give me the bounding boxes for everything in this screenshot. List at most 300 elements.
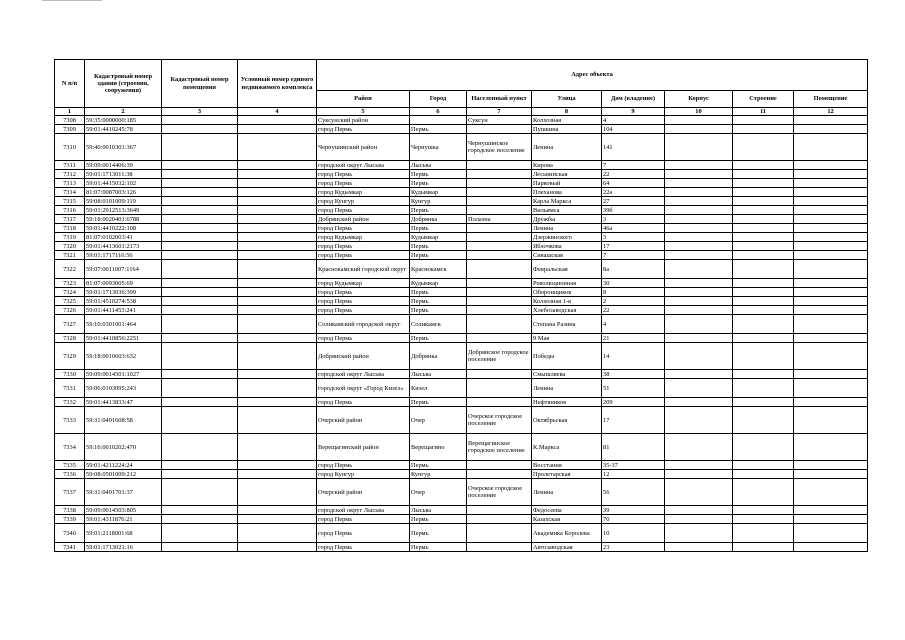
cell-city: Кудымкар — [410, 188, 467, 197]
cell-city: Пермь — [410, 461, 467, 470]
cell-city: Пермь — [410, 179, 467, 188]
cell-korpus — [665, 543, 733, 552]
table-row — [55, 215, 868, 224]
cell-settlement — [467, 179, 532, 188]
cell-conditional-number — [238, 224, 317, 233]
cell-room — [794, 288, 868, 297]
cell-settlement: Полазна — [467, 215, 532, 224]
cell-cadastral-building: 81:07:0102003:41 — [85, 233, 162, 242]
cell-building — [733, 470, 794, 479]
cell-street: Парковый — [532, 179, 602, 188]
cell-room — [794, 206, 868, 215]
cell-row-number: 7313 — [55, 179, 85, 188]
cell-building — [733, 206, 794, 215]
cell-house: 23 — [602, 543, 665, 552]
cell-room — [794, 251, 868, 260]
cell-building — [733, 260, 794, 279]
cell-cadastral-building: 59:09:0014501:1027 — [85, 370, 162, 379]
cell-row-number: 7333 — [55, 407, 85, 434]
cell-settlement: Суксун — [467, 116, 532, 125]
cell-korpus — [665, 398, 733, 407]
cell-settlement — [467, 334, 532, 343]
cell-row-number: 7308 — [55, 116, 85, 125]
table-row — [55, 398, 868, 407]
cell-street: Ленина — [532, 134, 602, 161]
cell-district: город Пермь — [317, 524, 410, 543]
cell-korpus — [665, 370, 733, 379]
table-row — [55, 188, 868, 197]
cell-house: 46а — [602, 224, 665, 233]
cell-korpus — [665, 260, 733, 279]
cell-row-number: 7326 — [55, 306, 85, 315]
cell-settlement — [467, 379, 532, 398]
cell-cadastral-room — [162, 398, 238, 407]
cell-cadastral-building: 59:09:0014503:805 — [85, 506, 162, 515]
header-num: N п/п — [55, 60, 85, 108]
cell-cadastral-building: 59:01:4410222:108 — [85, 224, 162, 233]
cell-street: Ленина — [532, 224, 602, 233]
cell-building — [733, 407, 794, 434]
cell-street: К.Маркса — [532, 434, 602, 461]
cell-district: городской округ Лысьва — [317, 506, 410, 515]
cell-city: Верещагино — [410, 434, 467, 461]
col-number: 2 — [85, 108, 162, 116]
cell-cadastral-room — [162, 524, 238, 543]
cell-cadastral-room — [162, 370, 238, 379]
cell-settlement: Чернушинское городское поселение — [467, 134, 532, 161]
header-korpus: Корпус — [665, 91, 733, 108]
table-row — [55, 343, 868, 370]
cell-cadastral-building: 59:18:0010603:632 — [85, 343, 162, 370]
cell-settlement — [467, 515, 532, 524]
cell-row-number: 7338 — [55, 506, 85, 515]
cell-room — [794, 170, 868, 179]
col-number: 5 — [317, 108, 410, 116]
cell-conditional-number — [238, 134, 317, 161]
cell-conditional-number — [238, 233, 317, 242]
cell-settlement — [467, 242, 532, 251]
cell-conditional-number — [238, 334, 317, 343]
cell-building — [733, 224, 794, 233]
cell-street: Восстания — [532, 461, 602, 470]
cell-settlement — [467, 206, 532, 215]
cell-room — [794, 524, 868, 543]
cell-cadastral-room — [162, 224, 238, 233]
cell-conditional-number — [238, 260, 317, 279]
cell-row-number: 7309 — [55, 125, 85, 134]
cell-building — [733, 515, 794, 524]
cell-korpus — [665, 524, 733, 543]
cell-conditional-number — [238, 370, 317, 379]
cell-house: 8 — [602, 288, 665, 297]
cell-cadastral-room — [162, 188, 238, 197]
col-number: 9 — [602, 108, 665, 116]
cell-cadastral-building: 59:01:4411453:241 — [85, 306, 162, 315]
cell-cadastral-room — [162, 242, 238, 251]
cell-room — [794, 116, 868, 125]
cell-house: 17 — [602, 242, 665, 251]
cell-row-number: 7324 — [55, 288, 85, 297]
cell-cadastral-building: 59:01:4415032:102 — [85, 179, 162, 188]
cell-district: город Пермь — [317, 334, 410, 343]
table-row — [55, 379, 868, 398]
cell-building — [733, 233, 794, 242]
cell-korpus — [665, 179, 733, 188]
cell-street: Федосеева — [532, 506, 602, 515]
cell-street: Казахская — [532, 515, 602, 524]
cell-korpus — [665, 515, 733, 524]
table-row — [55, 297, 868, 306]
cell-room — [794, 315, 868, 334]
cell-conditional-number — [238, 515, 317, 524]
cell-settlement — [467, 188, 532, 197]
cell-cadastral-building: 59:40:0010301:367 — [85, 134, 162, 161]
cell-building — [733, 188, 794, 197]
cell-house: 141 — [602, 134, 665, 161]
cell-row-number: 7310 — [55, 134, 85, 161]
cell-district: Чернушинский район — [317, 134, 410, 161]
cell-city: Добрянка — [410, 343, 467, 370]
table-row — [55, 506, 868, 515]
cell-room — [794, 179, 868, 188]
cell-conditional-number — [238, 379, 317, 398]
cell-cadastral-room — [162, 297, 238, 306]
cell-conditional-number — [238, 206, 317, 215]
cell-district: город Пермь — [317, 398, 410, 407]
cell-settlement — [467, 224, 532, 233]
cell-settlement — [467, 260, 532, 279]
cell-row-number: 7329 — [55, 343, 85, 370]
cell-row-number: 7316 — [55, 206, 85, 215]
cell-korpus — [665, 306, 733, 315]
cell-district: Краснокамский городской округ — [317, 260, 410, 279]
cell-room — [794, 224, 868, 233]
cell-city: Пермь — [410, 125, 467, 134]
cell-house: 21 — [602, 334, 665, 343]
col-number: 8 — [532, 108, 602, 116]
cell-conditional-number — [238, 524, 317, 543]
cell-korpus — [665, 134, 733, 161]
cell-city: Кудымкар — [410, 233, 467, 242]
cell-district: город Пермь — [317, 515, 410, 524]
cell-building — [733, 434, 794, 461]
cell-street: Смышляева — [532, 370, 602, 379]
cell-city: Соликамск — [410, 315, 467, 334]
cell-cadastral-room — [162, 479, 238, 506]
cell-row-number: 7339 — [55, 515, 85, 524]
cell-row-number: 7321 — [55, 251, 85, 260]
header-cad-building: Кадастровый номер здания (строения, сооружения) — [85, 60, 162, 108]
cell-district: город Пермь — [317, 461, 410, 470]
cell-street: Дружбы — [532, 215, 602, 224]
cell-city: Кудымкар — [410, 279, 467, 288]
cell-cadastral-room — [162, 343, 238, 370]
cell-building — [733, 242, 794, 251]
cell-conditional-number — [238, 251, 317, 260]
cell-building — [733, 306, 794, 315]
cell-cadastral-room — [162, 170, 238, 179]
col-number: 7 — [467, 108, 532, 116]
cell-row-number: 7341 — [55, 543, 85, 552]
cell-row-number: 7315 — [55, 197, 85, 206]
table-row — [55, 260, 868, 279]
cell-house: 209 — [602, 398, 665, 407]
cell-city: Лысьва — [410, 506, 467, 515]
cell-street: Академика Королева — [532, 524, 602, 543]
cell-korpus — [665, 297, 733, 306]
cell-conditional-number — [238, 170, 317, 179]
cell-street: Пушкина — [532, 125, 602, 134]
cell-city: Лысьва — [410, 370, 467, 379]
cell-korpus — [665, 116, 733, 125]
cell-building — [733, 315, 794, 334]
cell-korpus — [665, 461, 733, 470]
cell-cadastral-room — [162, 279, 238, 288]
cell-row-number: 7318 — [55, 224, 85, 233]
cell-city: Кизел — [410, 379, 467, 398]
cell-building — [733, 197, 794, 206]
cell-settlement — [467, 170, 532, 179]
header-cad-room: Кадастровый номер помещения — [162, 60, 238, 108]
table-row — [55, 543, 868, 552]
cell-house: 56 — [602, 479, 665, 506]
table-row — [55, 524, 868, 543]
cell-cadastral-room — [162, 116, 238, 125]
cell-cadastral-building: 59:08:0101009:119 — [85, 197, 162, 206]
cell-korpus — [665, 434, 733, 461]
cell-house: 22 — [602, 170, 665, 179]
table-row — [55, 251, 868, 260]
cell-room — [794, 260, 868, 279]
cell-korpus — [665, 251, 733, 260]
table-row — [55, 179, 868, 188]
cell-house: 4 — [602, 315, 665, 334]
cell-cadastral-building: 59:09:0014406:39 — [85, 161, 162, 170]
cell-street: Пролетарская — [532, 470, 602, 479]
cell-settlement: Верещагинское городское поселение — [467, 434, 532, 461]
cell-korpus — [665, 288, 733, 297]
cell-cadastral-room — [162, 215, 238, 224]
cell-city: Пермь — [410, 543, 467, 552]
cell-row-number: 7323 — [55, 279, 85, 288]
cell-district: Верещагинский район — [317, 434, 410, 461]
cell-korpus — [665, 215, 733, 224]
cell-room — [794, 125, 868, 134]
cell-city: Пермь — [410, 288, 467, 297]
table-row — [55, 470, 868, 479]
col-number: 12 — [794, 108, 868, 116]
cell-city: Пермь — [410, 297, 467, 306]
table-row — [55, 224, 868, 233]
header-city: Город — [410, 91, 467, 108]
cell-street: Вильямса — [532, 206, 602, 215]
cell-cadastral-building: 59:01:4311876:21 — [85, 515, 162, 524]
header-room: Помещение — [794, 91, 868, 108]
cell-room — [794, 279, 868, 288]
cell-korpus — [665, 242, 733, 251]
cell-korpus — [665, 233, 733, 242]
cell-city: Лысьва — [410, 161, 467, 170]
cell-building — [733, 251, 794, 260]
cell-street: Оборонщиков — [532, 288, 602, 297]
cell-house: 39б — [602, 206, 665, 215]
cell-district: город Пермь — [317, 125, 410, 134]
cell-settlement — [467, 251, 532, 260]
cell-cadastral-building: 81:07:0093005:69 — [85, 279, 162, 288]
cell-conditional-number — [238, 434, 317, 461]
cell-street: Колхозная — [532, 116, 602, 125]
cell-room — [794, 242, 868, 251]
cell-settlement — [467, 398, 532, 407]
cell-building — [733, 116, 794, 125]
cell-row-number: 7314 — [55, 188, 85, 197]
cell-settlement: Очерское городское поселение — [467, 479, 532, 506]
cell-district: Очерский район — [317, 407, 410, 434]
cell-house: 7 — [602, 161, 665, 170]
cell-district: городской округ Лысьва — [317, 370, 410, 379]
table-row — [55, 116, 868, 125]
cell-room — [794, 470, 868, 479]
cell-room — [794, 161, 868, 170]
cell-cadastral-room — [162, 179, 238, 188]
cell-settlement — [467, 161, 532, 170]
cell-district: Очерский район — [317, 479, 410, 506]
cell-room — [794, 434, 868, 461]
cell-settlement — [467, 543, 532, 552]
cell-cadastral-building: 59:01:4211224:24 — [85, 461, 162, 470]
cell-street: 9 Мая — [532, 334, 602, 343]
cell-street: Плеханова — [532, 188, 602, 197]
cell-building — [733, 334, 794, 343]
cell-district: город Пермь — [317, 251, 410, 260]
cell-room — [794, 407, 868, 434]
cell-street: Сивашская — [532, 251, 602, 260]
cell-district: город Пермь — [317, 543, 410, 552]
column-number-row — [55, 108, 868, 116]
cell-district: город Кунгур — [317, 470, 410, 479]
cell-district: город Пермь — [317, 297, 410, 306]
cell-street: Ленина — [532, 379, 602, 398]
cell-street: Октябрьская — [532, 407, 602, 434]
cell-conditional-number — [238, 343, 317, 370]
cell-city: Пермь — [410, 170, 467, 179]
cell-cadastral-building: 81:07:0087003:126 — [85, 188, 162, 197]
cell-house: 27 — [602, 197, 665, 206]
cell-district: городской округ «Город Кизел» — [317, 379, 410, 398]
cell-conditional-number — [238, 125, 317, 134]
cell-cadastral-room — [162, 543, 238, 552]
table-row — [55, 515, 868, 524]
cell-room — [794, 479, 868, 506]
cell-room — [794, 506, 868, 515]
cell-row-number: 7319 — [55, 233, 85, 242]
cell-settlement — [467, 370, 532, 379]
cell-district: Добрянский район — [317, 343, 410, 370]
cell-cadastral-building: 59:10:0301001:464 — [85, 315, 162, 334]
cell-house: 12 — [602, 470, 665, 479]
header-address: Адрес объекта — [317, 60, 868, 91]
col-number: 4 — [238, 108, 317, 116]
cell-cadastral-room — [162, 233, 238, 242]
cell-street: Нефтяников — [532, 398, 602, 407]
cell-street: Победы — [532, 343, 602, 370]
cell-settlement — [467, 125, 532, 134]
cell-settlement — [467, 306, 532, 315]
cell-cadastral-building: 59:35:0000000:185 — [85, 116, 162, 125]
registry-table — [54, 59, 868, 552]
cell-korpus — [665, 125, 733, 134]
cell-cadastral-building: 59:01:2912513:3649 — [85, 206, 162, 215]
cell-house: 2 — [602, 297, 665, 306]
cell-house: 81 — [602, 434, 665, 461]
table-row — [55, 233, 868, 242]
cell-street: Лесьвинская — [532, 170, 602, 179]
cell-row-number: 7327 — [55, 315, 85, 334]
cell-city: Пермь — [410, 224, 467, 233]
cell-cadastral-room — [162, 206, 238, 215]
cell-district: город Кунгур — [317, 197, 410, 206]
cell-building — [733, 170, 794, 179]
cell-row-number: 7312 — [55, 170, 85, 179]
cell-house: 22а — [602, 188, 665, 197]
table-row — [55, 170, 868, 179]
cell-city: Пермь — [410, 398, 467, 407]
cell-korpus — [665, 470, 733, 479]
cell-street: Революционная — [532, 279, 602, 288]
table-body — [55, 116, 868, 552]
cell-house: 64 — [602, 179, 665, 188]
cell-cadastral-building: 59:01:1713021:16 — [85, 543, 162, 552]
cell-row-number: 7311 — [55, 161, 85, 170]
cell-korpus — [665, 407, 733, 434]
cell-cadastral-building: 59:01:2118001:68 — [85, 524, 162, 543]
cell-street: Ленина — [532, 479, 602, 506]
cell-street: Колхозная 1-я — [532, 297, 602, 306]
cell-house: 3 — [602, 233, 665, 242]
cell-cadastral-room — [162, 161, 238, 170]
col-number: 6 — [410, 108, 467, 116]
cell-row-number: 7325 — [55, 297, 85, 306]
cell-cadastral-building: 59:18:0020401:6788 — [85, 215, 162, 224]
cell-city: Пермь — [410, 306, 467, 315]
cell-city: Кунгур — [410, 197, 467, 206]
cell-district: Суксунский район — [317, 116, 410, 125]
cell-cadastral-room — [162, 407, 238, 434]
cell-room — [794, 461, 868, 470]
table-row — [55, 407, 868, 434]
cell-city: Пермь — [410, 515, 467, 524]
cell-house: 7 — [602, 251, 665, 260]
cell-conditional-number — [238, 461, 317, 470]
cell-district: город Пермь — [317, 306, 410, 315]
table-row — [55, 125, 868, 134]
header-district: Район — [317, 91, 410, 108]
cell-korpus — [665, 170, 733, 179]
cell-house: 8а — [602, 260, 665, 279]
cell-cadastral-room — [162, 260, 238, 279]
cell-room — [794, 379, 868, 398]
cell-district: Добрянский район — [317, 215, 410, 224]
cell-korpus — [665, 279, 733, 288]
cell-house: 35-37 — [602, 461, 665, 470]
cell-row-number: 7331 — [55, 379, 85, 398]
cell-room — [794, 370, 868, 379]
cell-house: 38 — [602, 370, 665, 379]
cell-conditional-number — [238, 288, 317, 297]
cell-row-number: 7317 — [55, 215, 85, 224]
cell-house: 17 — [602, 407, 665, 434]
cell-city: Пермь — [410, 206, 467, 215]
